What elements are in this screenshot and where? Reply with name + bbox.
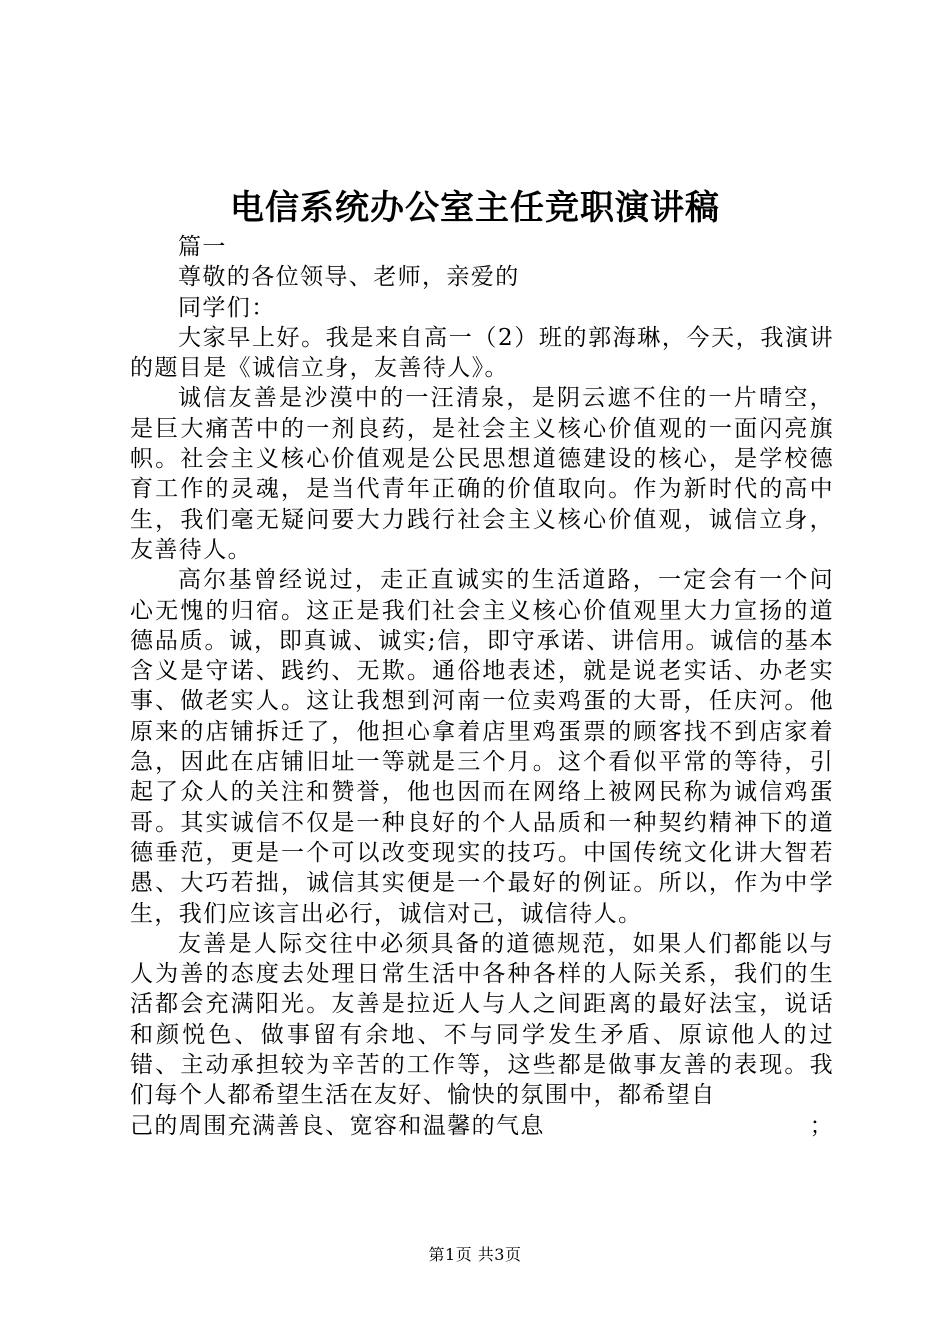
paragraph-values: 诚信友善是沙漠中的一汪清泉，是阴云遮不住的一片晴空，是巨大痛苦中的一剂良药，是社会主义核心价值观的一面闪亮旗帜。社会主义核心价值观是公民思想道德建设的核心，是学校德育工作的灵魂，是当代青年正确的价值取向。作为新时代的高中生，我们毫无疑问要大力践行社会主义核心价值观，诚信立身，友善待人。 xyxy=(130,385,834,563)
last-line-end: ； xyxy=(809,1112,834,1139)
paragraph-honesty: 高尔基曾经说过，走正直诚实的生活道路，一定会有一个问心无愧的归宿。这正是我们社会主义核心价值观里大力宣扬的道德品质。诚，即真诚、诚实;信，即守承诺、讲信用。诚信的基本含义是守诺、践约、无欺。通俗地表述，就是说老实话、办老实事、做老实人。这让我想到河南一位卖鸡蛋的大哥，任庆河。他原来的店铺拆迁了，他担心拿着店里鸡蛋票的顾客找不到店家着急，因此在店铺旧址一等就是三个月。这个看似平常的等待，引起了众人的关注和赞誉，他也因而在网络上被网民称为诚信鸡蛋哥。其实诚信不仅是一种良好的个人品质和一种契约精神下的道德垂范，更是一个可以改变现实的技巧。中国传统文化讲大智若愚、大巧若拙，诚信其实便是一个最好的例证。所以，作为中学生，我们应该言出必行，诚信对己，诚信待人。 xyxy=(130,567,834,927)
greeting-line-1: 尊敬的各位领导、老师，亲爱的 xyxy=(178,264,520,291)
paragraph-intro: 大家早上好。我是来自高一（2）班的郭海琳，今天，我演讲的题目是《诚信立身，友善待人》。 xyxy=(130,324,834,382)
page-footer: 第1页 共3页 xyxy=(428,1245,522,1264)
paragraph-friendliness: 友善是人际交往中必须具备的道德规范，如果人们都能以与人为善的态度去处理日常生活中各种各样的人际关系，我们的生活都会充满阳光。友善是拉近人与人之间距离的最好法宝，说话和颜悦色、做事留有余地、不与同学发生矛盾、原谅他人的过错、主动承担较为辛苦的工作等，这些都是做事友善的表现。我们每个人都希望生活在友好、愉快的氛围中，都希望自 xyxy=(130,930,834,1109)
document-body xyxy=(130,232,834,1141)
paragraph-last-line xyxy=(130,1111,834,1141)
document-title: 电信系统办公室主任竞职演讲稿 xyxy=(230,188,720,228)
last-line-text: 己的周围充满善良、宽容和温馨的气息 xyxy=(130,1112,545,1139)
section-label: 篇一 xyxy=(178,234,227,260)
greeting-line-2: 同学们： xyxy=(178,294,276,321)
